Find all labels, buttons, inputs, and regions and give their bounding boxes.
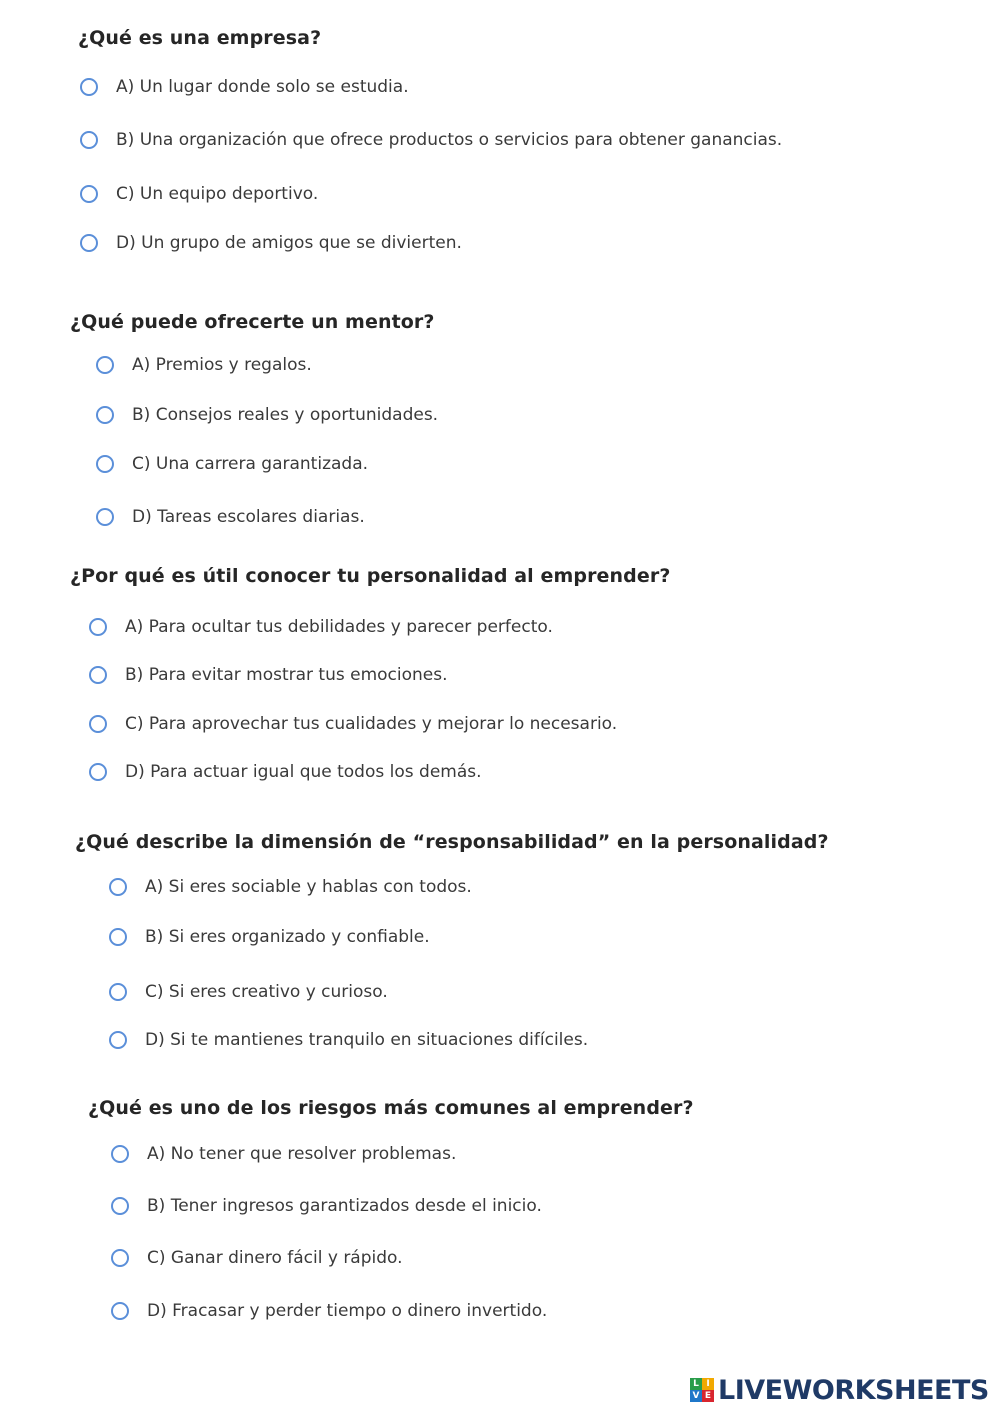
answer-option[interactable] bbox=[89, 711, 617, 737]
answer-option[interactable] bbox=[80, 74, 409, 100]
radio-button[interactable] bbox=[80, 185, 98, 203]
radio-button[interactable] bbox=[89, 618, 107, 636]
answer-option[interactable] bbox=[96, 504, 365, 530]
option-label: A) Un lugar donde solo se estudia. bbox=[116, 77, 409, 97]
option-label: B) Si eres organizado y confiable. bbox=[145, 927, 430, 947]
option-label: C) Para aprovechar tus cualidades y mejorar lo necesario. bbox=[125, 714, 618, 734]
option-label: A) Si eres sociable y hablas con todos. bbox=[145, 877, 472, 897]
answer-option[interactable] bbox=[80, 181, 318, 207]
radio-button[interactable] bbox=[109, 928, 127, 946]
question-title: ¿Por qué es útil conocer tu personalidad al emprender? bbox=[70, 565, 671, 587]
option-label: D) Si te mantienes tranquilo en situaciones difíciles. bbox=[145, 1030, 589, 1050]
answer-option[interactable] bbox=[96, 402, 438, 428]
answer-option[interactable] bbox=[111, 1193, 542, 1219]
radio-button[interactable] bbox=[111, 1145, 129, 1163]
answer-option[interactable] bbox=[89, 614, 553, 640]
radio-button[interactable] bbox=[111, 1197, 129, 1215]
option-label: C) Un equipo deportivo. bbox=[116, 184, 319, 204]
radio-button[interactable] bbox=[89, 666, 107, 684]
radio-button[interactable] bbox=[96, 356, 114, 374]
option-label: D) Un grupo de amigos que se divierten. bbox=[116, 233, 462, 253]
option-label: A) Premios y regalos. bbox=[132, 355, 312, 375]
answer-option[interactable] bbox=[109, 1027, 588, 1053]
radio-button[interactable] bbox=[80, 234, 98, 252]
liveworksheets-logo-icon bbox=[690, 1378, 714, 1402]
logo-letter: I bbox=[702, 1378, 714, 1390]
answer-option[interactable] bbox=[111, 1298, 547, 1324]
question-title: ¿Qué describe la dimensión de “responsabilidad” en la personalidad? bbox=[75, 831, 829, 853]
radio-button[interactable] bbox=[111, 1302, 129, 1320]
answer-option[interactable] bbox=[80, 127, 782, 153]
option-label: D) Fracasar y perder tiempo o dinero invertido. bbox=[147, 1301, 548, 1321]
radio-button[interactable] bbox=[109, 983, 127, 1001]
radio-button[interactable] bbox=[109, 878, 127, 896]
option-label: B) Consejos reales y oportunidades. bbox=[132, 405, 439, 425]
answer-option[interactable] bbox=[96, 451, 368, 477]
option-label: A) Para ocultar tus debilidades y parecer perfecto. bbox=[125, 617, 553, 637]
answer-option[interactable] bbox=[109, 874, 472, 900]
radio-button[interactable] bbox=[96, 406, 114, 424]
radio-button[interactable] bbox=[80, 131, 98, 149]
option-label: D) Para actuar igual que todos los demás. bbox=[125, 762, 482, 782]
option-label: B) Para evitar mostrar tus emociones. bbox=[125, 665, 448, 685]
radio-button[interactable] bbox=[89, 715, 107, 733]
answer-option[interactable] bbox=[89, 759, 482, 785]
answer-option[interactable] bbox=[109, 924, 430, 950]
answer-option[interactable] bbox=[109, 979, 388, 1005]
option-label: B) Una organización que ofrece productos o servicios para obtener ganancias. bbox=[116, 130, 783, 150]
logo-letter: V bbox=[690, 1390, 702, 1402]
answer-option[interactable] bbox=[111, 1141, 456, 1167]
answer-option[interactable] bbox=[111, 1245, 403, 1271]
option-label: C) Una carrera garantizada. bbox=[132, 454, 369, 474]
question-title: ¿Qué es una empresa? bbox=[78, 27, 322, 49]
option-label: D) Tareas escolares diarias. bbox=[132, 507, 365, 527]
brand-name: LIVEWORKSHEETS bbox=[718, 1374, 989, 1406]
logo-letter: E bbox=[702, 1390, 714, 1402]
logo-letter: L bbox=[690, 1378, 702, 1390]
radio-button[interactable] bbox=[96, 455, 114, 473]
radio-button[interactable] bbox=[96, 508, 114, 526]
radio-button[interactable] bbox=[89, 763, 107, 781]
radio-button[interactable] bbox=[109, 1031, 127, 1049]
radio-button[interactable] bbox=[80, 78, 98, 96]
answer-option[interactable] bbox=[96, 352, 312, 378]
option-label: B) Tener ingresos garantizados desde el inicio. bbox=[147, 1196, 542, 1216]
answer-option[interactable] bbox=[89, 662, 448, 688]
liveworksheets-brand bbox=[690, 1375, 989, 1405]
radio-button[interactable] bbox=[111, 1249, 129, 1267]
question-title: ¿Qué puede ofrecerte un mentor? bbox=[70, 311, 435, 333]
option-label: C) Si eres creativo y curioso. bbox=[145, 982, 388, 1002]
option-label: A) No tener que resolver problemas. bbox=[147, 1144, 457, 1164]
answer-option[interactable] bbox=[80, 230, 462, 256]
option-label: C) Ganar dinero fácil y rápido. bbox=[147, 1248, 403, 1268]
question-title: ¿Qué es uno de los riesgos más comunes al emprender? bbox=[88, 1097, 694, 1119]
